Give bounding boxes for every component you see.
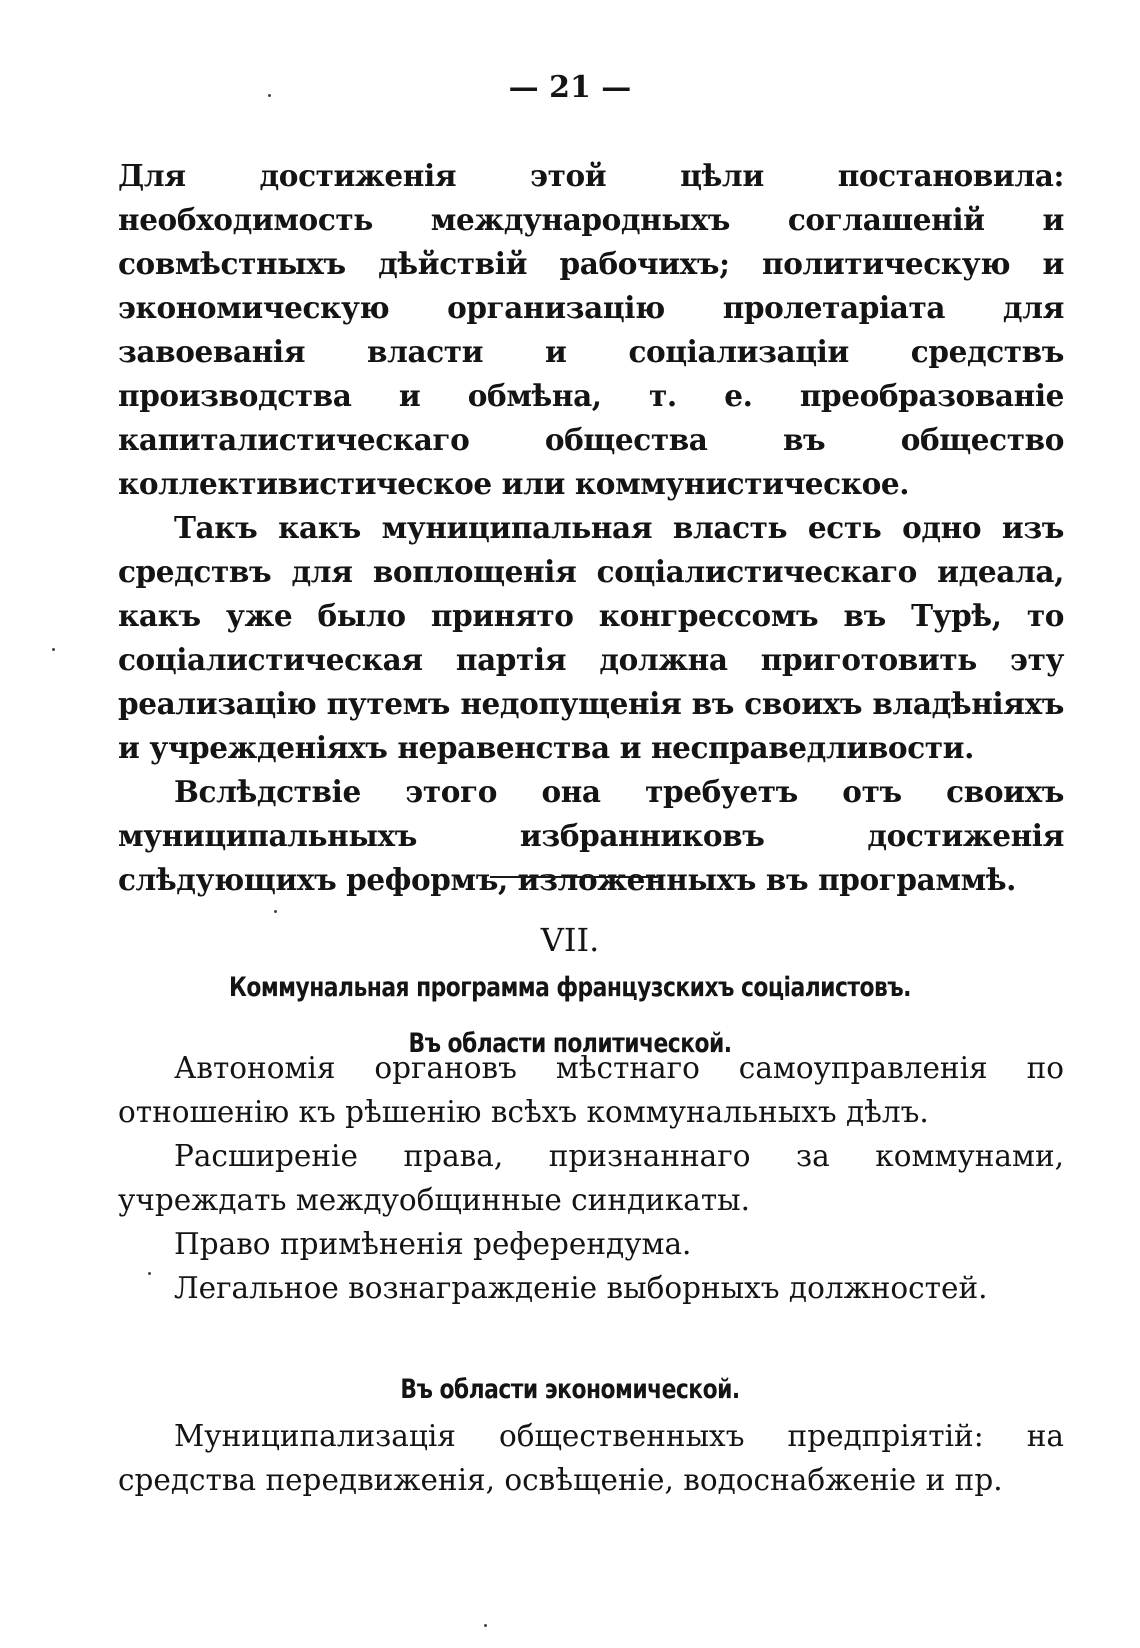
paragraph-municipalization: Муниципализація общественныхъ предпріятій: на средства передвиженія, освѣщеніе, водоснабженіе и пр. xyxy=(118,1419,1064,1497)
paragraph-remuneration: Легальное вознагражденіе выборныхъ должностей. xyxy=(174,1271,988,1305)
print-speck xyxy=(484,1624,487,1627)
subheading-economic: Въ области экономической. xyxy=(400,1374,740,1405)
print-speck xyxy=(148,1272,151,1275)
section-divider xyxy=(490,876,658,878)
paragraph-goals: Для достиженія этой цѣли постановила: необходимость международныхъ соглашеній и совмѣстныхъ дѣйствій рабочихъ; политическую и экономическую организацію пролетаріата для завоеванія власти и соціализаціи средствъ производства и обмѣна, т. е. преобразованіе капиталистическаго общества въ общество коллективистическое или коммунистическое. xyxy=(118,158,1064,501)
print-speck xyxy=(268,94,271,97)
paragraph-autonomy: Автономія органовъ мѣстнаго самоуправленія по отношенію къ рѣшенію всѣхъ коммунальныхъ дѣлъ. xyxy=(118,1051,1064,1129)
print-speck xyxy=(52,648,55,651)
text-section-intro xyxy=(118,154,1064,902)
paragraph-municipal-power: Такъ какъ муниципальная власть есть одно изъ средствъ для воплощенія соціалистическаго идеала, какъ уже было принято конгрессомъ въ Турѣ, то соціалистическая партія должна приготовить эту реализацію путемъ недопущенія въ своихъ владѣніяхъ и учрежденіяхъ неравенства и несправедливости. xyxy=(118,510,1064,765)
paragraph-referendum: Право примѣненія референдума. xyxy=(174,1227,692,1261)
chapter-title: Коммунальная программа французскихъ соціалистовъ. xyxy=(229,972,911,1003)
page-number: — 21 — xyxy=(508,70,632,105)
text-section-political xyxy=(118,1046,1064,1310)
subheading-political: Въ области политической. xyxy=(408,1028,732,1059)
paragraph-demands: Вслѣдствіе этого она требуетъ отъ своихъ муниципальныхъ избранниковъ достиженія слѣдующихъ реформъ, изложенныхъ въ программѣ. xyxy=(118,774,1064,897)
chapter-numeral: VII. xyxy=(540,921,600,959)
text-section-economic xyxy=(118,1414,1064,1502)
paragraph-syndicates: Расширеніе права, признаннаго за коммунами, учреждать междуобщинные синдикаты. xyxy=(118,1139,1064,1217)
print-speck xyxy=(274,910,277,913)
